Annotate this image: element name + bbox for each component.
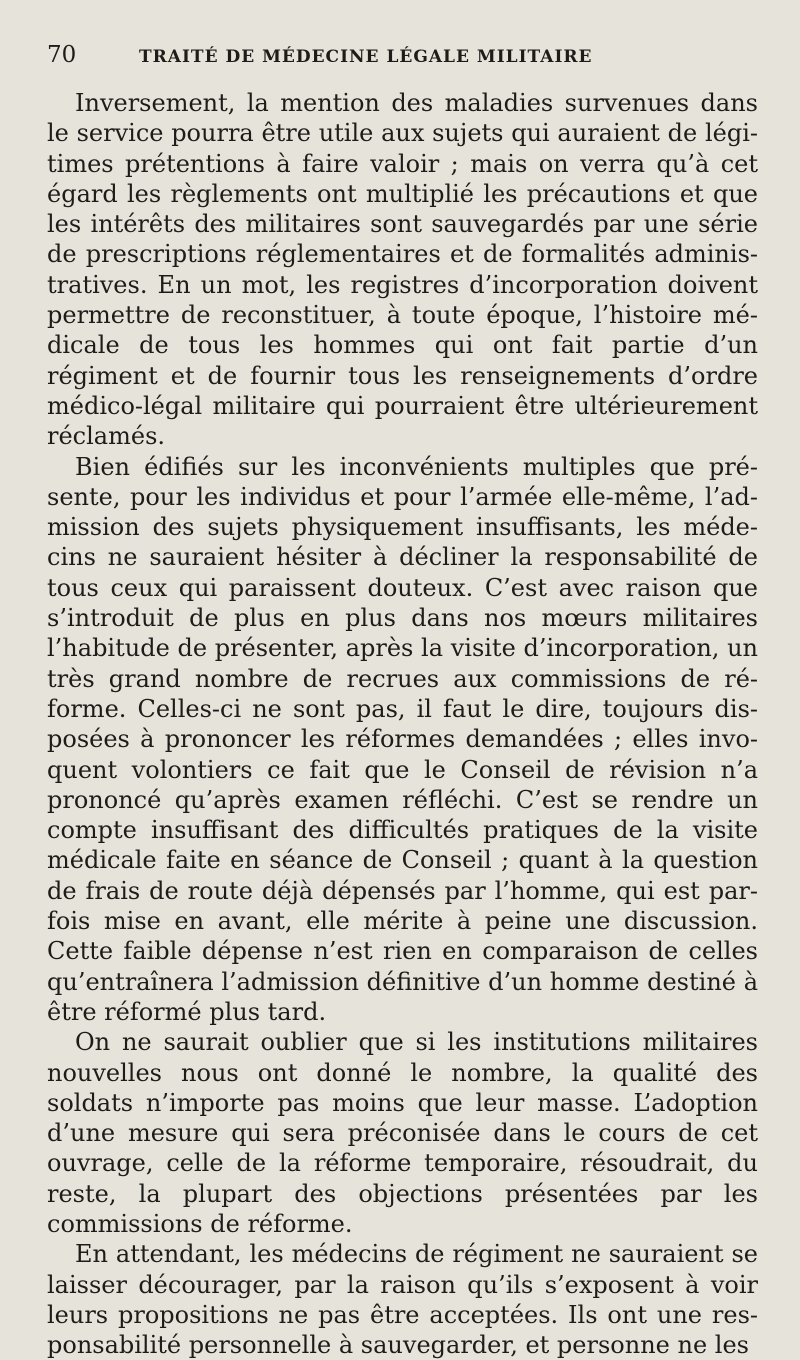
paragraph: On ne saurait oublier que si les institutions militaires nouvelles nous ont donné le nombre, la qualité des soldats n’importe pas moins que leur masse. L’adoption d’une mesure qui sera préconisée dans le cours de cet ouvrage, celle de la réforme temporaire, résoudrait, du reste, la plupart des objections présentées par les commissions de réforme.: [47, 1028, 758, 1238]
paragraph: Inversement, la mention des maladies survenues dans le service pourra être utile aux sujets qui auraient de légitimes prétentions à faire valoir ; mais on verra qu’à cet égard les règlements ont multiplié les précautions et que les intérêts des militaires sont sauvegardés par une série de prescriptions réglementaires et de formalités administratives. En un mot, les registres d’incorporation doivent permettre de reconstituer, à toute époque, l’histoire médicale de tous les hommes qui ont fait partie d’un régiment et de fournir tous les renseignements d’ordre médico-légal militaire qui pourraient être ultérieurement réclamés.: [47, 89, 758, 451]
running-title: TRAITÉ DE MÉDECINE LÉGALE MILITAIRE: [139, 47, 593, 67]
text-body: [47, 88, 758, 1360]
page-number: 70: [47, 42, 77, 68]
paragraph: En attendant, les médecins de régiment ne sauraient se laisser décourager, par la raison qu’ils s’exposent à voir leurs propositions ne pas être acceptées. Ils ont une responsabilité personnelle à sauvegarder, et personne ne les: [47, 1240, 758, 1360]
running-head: [47, 42, 758, 80]
paragraph: Bien édifiés sur les inconvénients multiples que présente, pour les individus et pour l’armée elle-même, l’admission des sujets physiquement insuffisants, les médecins ne sauraient hésiter à décliner la responsabilité de tous ceux qui paraissent douteux. C’est avec raison que s’introduit de plus en plus dans nos mœurs militaires l’habitude de présenter, après la visite d’incorporation, un très grand nombre de recrues aux commissions de réforme. Celles-ci ne sont pas, il faut le dire, toujours disposées à prononcer les réformes demandées ; elles invoquent volontiers ce fait que le Conseil de révision n’a prononcé qu’après examen réfléchi. C’est se rendre un compte insuffisant des difficultés pratiques de la visite médicale faite en séance de Conseil ; quant à la question de frais de route déjà dépensés par l’homme, qui est parfois mise en avant, elle mérite à peine une discussion. Cette faible dépense n’est rien en comparaison de celles qu’entraînera l’admission définitive d’un homme destiné à être réformé plus tard.: [47, 452, 758, 1026]
